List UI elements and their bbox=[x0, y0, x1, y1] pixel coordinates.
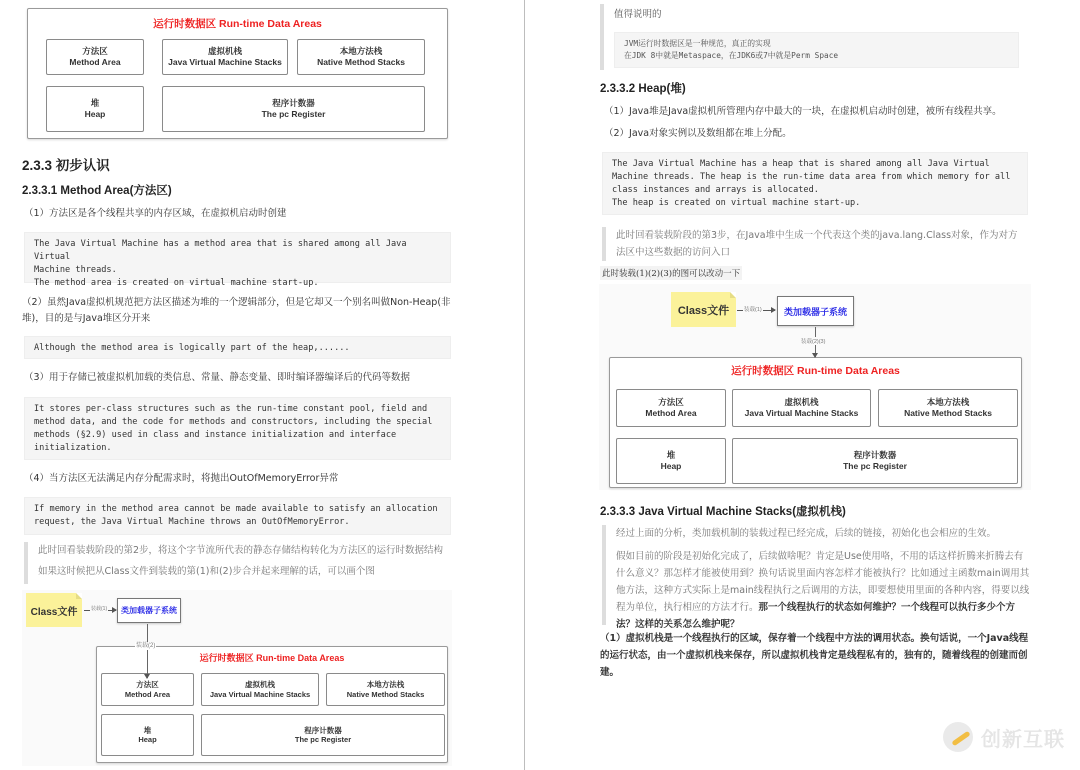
cell-label-en: Native Method Stacks bbox=[317, 57, 405, 67]
cell-label-cn: 堆 bbox=[666, 450, 676, 461]
cell-label-cn: 虚拟机栈 bbox=[207, 46, 242, 57]
quote-strong-text: 那一个线程执行的状态如何维护？一个线程可以执行多少个方法？这样的关系怎么维护呢？ bbox=[616, 602, 1016, 630]
note-title: 值得说明的 bbox=[614, 9, 662, 20]
cell-label-en: Native Method Stacks bbox=[346, 689, 425, 699]
code-block: If memory in the method area cannot be made available to satisfy an allocation request, the Java Virtual Machine throws an OutOfMemoryError. bbox=[24, 497, 451, 535]
class-file-note: Class文件 bbox=[671, 292, 736, 327]
heading-2-3-3: 2.3.3 初步认识 bbox=[22, 158, 110, 173]
paragraph: （3）用于存储已被虚拟机加载的类信息、常量、静态变量、即时编译器编译后的代码等数据 bbox=[24, 372, 411, 383]
heap-cell bbox=[616, 438, 726, 484]
cell-label-en: Method Area bbox=[124, 689, 171, 699]
code-block: It stores per-class structures such as the run-time constant pool, field and method data, and the code for methods and constructors, including the special methods (§2.9) used in class and instance initialization and interface initialization. bbox=[24, 397, 451, 460]
arrow-load-2 bbox=[147, 624, 148, 678]
cell-label-en: Method Area bbox=[645, 408, 697, 418]
cell-label-en: Java Virtual Machine Stacks bbox=[209, 689, 311, 699]
heading-2-3-3-3: 2.3.3.3 Java Virtual Machine Stacks(虚拟机栈) bbox=[600, 506, 846, 518]
cell-label-cn: 本地方法栈 bbox=[366, 680, 405, 690]
method-area-cell bbox=[46, 39, 144, 75]
arrow-label-step1: 装载(1) bbox=[744, 307, 762, 313]
cell-label-cn: 方法区 bbox=[658, 397, 684, 408]
code-block: Although the method area is logically part of the heap,...... bbox=[24, 336, 451, 359]
note-code-block: JVM运行时数据区是一种规范，真正的实现 在JDK 8中就是Metaspace，在JDK6或7中就是Perm Space bbox=[614, 32, 1019, 68]
quote-text: 假如目前的阶段是初始化完成了，后续做啥呢？肯定是Use使用咯，不用的话这样折腾来折腾去有什么意义？那怎样才能被使用到？换句话说里面内容怎样才能被执行？比如通过主函数main调用其他方法，这种方式实际上是main线程执行之后调用的方法，即要想使用里面的各种内容，得要以线程为单位，执行相应的方法才行。 bbox=[616, 551, 1030, 613]
blockquote: 此时回看装载阶段的第3步，在Java堆中生成一个代表这个类的java.lang.Class对象，作为对方法区中这些数据的访问入口 bbox=[602, 227, 1020, 261]
cell-label-cn: 程序计数器 bbox=[853, 450, 897, 461]
diagram-title: 运行时数据区 Run-time Data Areas bbox=[153, 18, 322, 30]
small-note: 此时装载(1)(2)(3)的图可以改动一下 bbox=[600, 266, 742, 280]
arrow-label-step23: 装载(2)(3) bbox=[801, 339, 826, 345]
cell-label-en: Heap bbox=[84, 109, 106, 119]
cell-label-en: Java Virtual Machine Stacks bbox=[168, 57, 282, 67]
heap-cell bbox=[101, 714, 194, 756]
pc-register-cell bbox=[201, 714, 445, 756]
quote-paragraph: 经过上面的分析，类加载机制的装载过程已经完成，后续的链接，初始化也会相应的生效。 bbox=[616, 528, 997, 539]
paragraph: （4）当方法区无法满足内存分配需求时，将抛出OutOfMemoryError异常 bbox=[24, 473, 339, 484]
class-loading-diagram bbox=[22, 590, 452, 766]
native-stacks-cell bbox=[297, 39, 425, 75]
page-divider bbox=[524, 0, 525, 770]
class-loader-subsystem: 类加载器子系统 bbox=[117, 598, 181, 623]
cell-label-cn: 虚拟机栈 bbox=[784, 397, 819, 408]
paragraph: （1）虚拟机栈是一个线程执行的区域，保存着一个线程中方法的调用状态。换句话说，一个Java线程的运行状态，由一个虚拟机栈来保存，所以虚拟机栈肯定是线程私有的，独有的，随着线程的创建而创建。 bbox=[600, 633, 1029, 678]
cell-label-cn: 方法区 bbox=[82, 46, 108, 57]
cell-label-cn: 堆 bbox=[90, 98, 100, 109]
blockquote bbox=[602, 525, 1032, 630]
cell-label-cn: 程序计数器 bbox=[304, 725, 342, 735]
arrow-label-step1: 装载(1) bbox=[91, 606, 108, 612]
cell-label-en: Method Area bbox=[69, 57, 121, 67]
cell-label-cn: 方法区 bbox=[136, 680, 159, 690]
native-stacks-cell bbox=[878, 389, 1018, 427]
cell-label-en: The pc Register bbox=[843, 461, 907, 471]
runtime-data-areas-diagram bbox=[96, 646, 448, 763]
heading-2-3-3-1: 2.3.3.1 Method Area(方法区) bbox=[22, 185, 172, 197]
code-block: The Java Virtual Machine has a heap that is shared among all Java Virtual Machine threads. The heap is the run-time data area from which memory for all class instances and arrays is allocated. The heap is created on virtual machine start-up. bbox=[602, 152, 1028, 215]
diagram-title: 运行时数据区 Run-time Data Areas bbox=[199, 653, 345, 663]
cell-label-cn: 本地方法栈 bbox=[339, 46, 383, 57]
cell-label-en: Heap bbox=[138, 735, 157, 744]
quote-line: 如果这时候把从Class文件到装载的第(1)和(2)步合并起来理解的话，可以画个图 bbox=[38, 566, 375, 577]
paragraph: （2）Java对象实例以及数组都在堆上分配。 bbox=[604, 128, 792, 139]
diagram-title: 运行时数据区 Run-time Data Areas bbox=[731, 365, 900, 377]
cell-label-en: The pc Register bbox=[261, 109, 326, 119]
jvm-stacks-cell bbox=[162, 39, 288, 75]
watermark-text: 创新互联 bbox=[981, 726, 1065, 751]
paragraph: （2）虽然Java虚拟机规范把方法区描述为堆的一个逻辑部分，但是它却又一个别名叫做Non-Heap(非堆)，目的是与Java堆区分开来 bbox=[22, 297, 451, 324]
runtime-data-areas-diagram bbox=[27, 8, 448, 139]
native-stacks-cell bbox=[326, 673, 445, 706]
heap-cell bbox=[46, 86, 144, 132]
arrow-label-step2: 装载(2) bbox=[136, 643, 156, 649]
pc-register-cell bbox=[162, 86, 425, 132]
class-file-note: Class文件 bbox=[26, 593, 82, 627]
runtime-data-areas-diagram bbox=[609, 357, 1022, 488]
code-block: The Java Virtual Machine has a method area that is shared among all Java Virtual Machine threads. The method area is created on virtual machine start-up. bbox=[24, 232, 451, 283]
jvm-stacks-cell bbox=[201, 673, 319, 706]
cell-label-cn: 虚拟机栈 bbox=[245, 680, 275, 690]
cell-label-en: Java Virtual Machine Stacks bbox=[744, 408, 859, 418]
heading-2-3-3-2: 2.3.3.2 Heap(堆) bbox=[600, 83, 686, 95]
quote-paragraph bbox=[616, 548, 1032, 633]
watermark bbox=[943, 722, 1065, 752]
blockquote bbox=[24, 542, 454, 584]
pc-register-cell bbox=[732, 438, 1018, 484]
cell-label-cn: 本地方法栈 bbox=[926, 397, 970, 408]
class-loader-subsystem: 类加载器子系统 bbox=[777, 296, 854, 326]
quote-line: 此时回看装载阶段的第2步，将这个字节流所代表的静态存储结构转化为方法区的运行时数据结构 bbox=[38, 545, 444, 556]
class-loading-diagram bbox=[599, 284, 1031, 490]
paragraph: （1）Java堆是Java虚拟机所管理内存中最大的一块，在虚拟机启动时创建，被所有线程共享。 bbox=[604, 106, 1002, 117]
cell-label-cn: 堆 bbox=[143, 725, 152, 735]
cell-label-en: The pc Register bbox=[294, 735, 352, 744]
jvm-stacks-cell bbox=[732, 389, 871, 427]
watermark-logo-icon bbox=[943, 722, 973, 752]
cell-label-en: Native Method Stacks bbox=[904, 408, 992, 418]
cell-label-en: Heap bbox=[660, 461, 682, 471]
cell-label-cn: 程序计数器 bbox=[272, 98, 315, 109]
paragraph: （1）方法区是各个线程共享的内存区域，在虚拟机启动时创建 bbox=[24, 208, 287, 219]
method-area-cell bbox=[616, 389, 726, 427]
